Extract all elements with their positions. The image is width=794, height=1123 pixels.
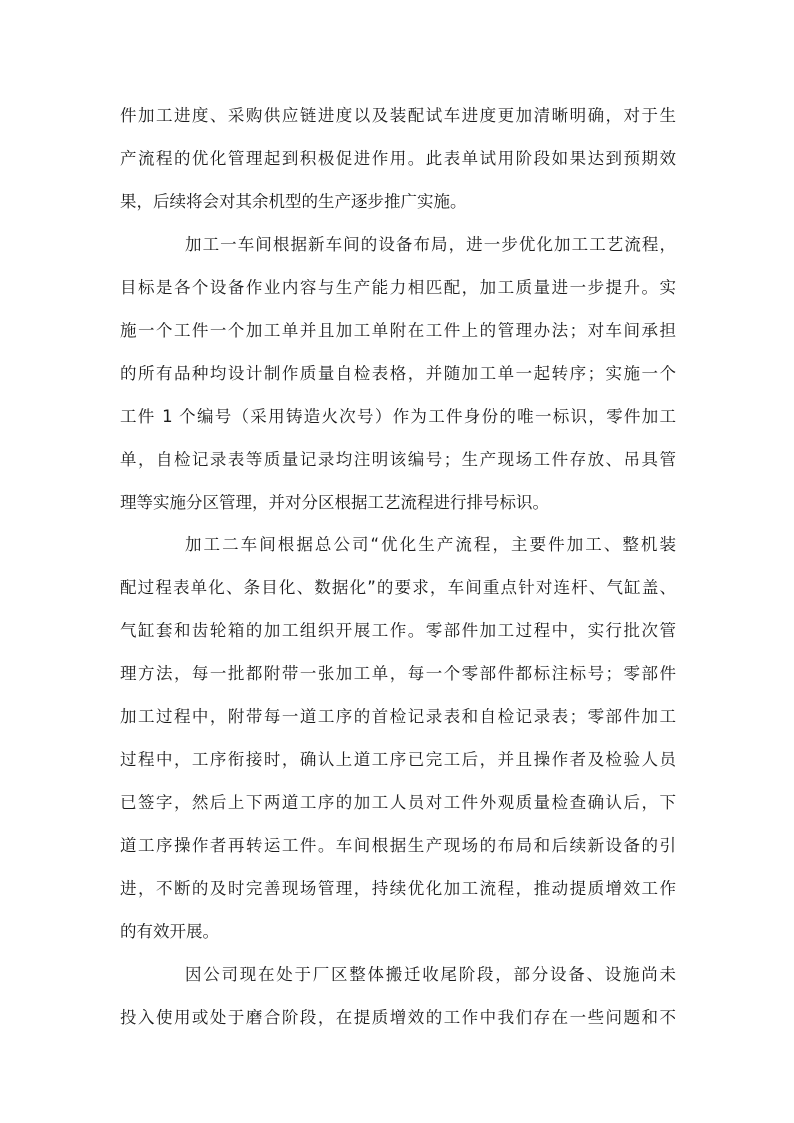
text-line: 道工序操作者再转运工件。车间根据生产现场的布局和后续新设备的引 [120,836,676,855]
text-line: 加工一车间根据新车间的设备布局，进一步优化加工工艺流程， [185,235,676,254]
text-line: 投入使用或处于磨合阶段，在提质增效的工作中我们存在一些问题和不 [120,1008,676,1027]
text-line: 件加工进度、采购供应链进度以及装配试车进度更加清晰明确，对于生 [120,106,676,125]
text-line: 进，不断的及时完善现场管理，持续优化加工流程，推动提质增效工作 [120,879,676,898]
text-line: 产流程的优化管理起到积极促进作用。此表单试用阶段如果达到预期效 [120,149,676,168]
text-line: 加工二车间根据总公司“优化生产流程，主要件加工、整机装 [185,535,676,554]
text-line: 的有效开展。 [120,922,219,941]
text-line: 目标是各个设备作业内容与生产能力相匹配，加工质量进一步提升。实 [120,278,676,297]
text-line: 的所有品种均设计制作质量自检表格，并随加工单一起转序；实施一个 [120,364,676,383]
text-line: 过程中，工序衔接时，确认上道工序已完工后，并且操作者及检验人员 [120,750,676,769]
text-line: 施一个工件一个加工单并且加工单附在工件上的管理办法；对车间承担 [120,321,676,340]
text-line: 工件 1 个编号（采用铸造火次号）作为工件身份的唯一标识，零件加工 [120,407,676,426]
text-line: 配过程表单化、条目化、数据化”的要求，车间重点针对连杆、气缸盖、 [120,578,676,597]
text-line: 加工过程中，附带每一道工序的首检记录表和自检记录表；零部件加工 [120,707,676,726]
text-line: 理等实施分区管理，并对分区根据工艺流程进行排号标识。 [120,493,549,512]
text-line: 理方法，每一批都附带一张加工单，每一个零部件都标注标号；零部件 [120,664,676,683]
text-line: 果，后续将会对其余机型的生产逐步推广实施。 [120,192,467,211]
text-line: 因公司现在处于厂区整体搬迁收尾阶段，部分设备、设施尚未 [185,965,676,984]
text-line: 单，自检记录表等质量记录均注明该编号；生产现场工件存放、吊具管 [120,450,676,469]
text-line: 气缸套和齿轮箱的加工组织开展工作。零部件加工过程中，实行批次管 [120,621,676,640]
text-line: 已签字，然后上下两道工序的加工人员对工件外观质量检查确认后，下 [120,793,676,812]
